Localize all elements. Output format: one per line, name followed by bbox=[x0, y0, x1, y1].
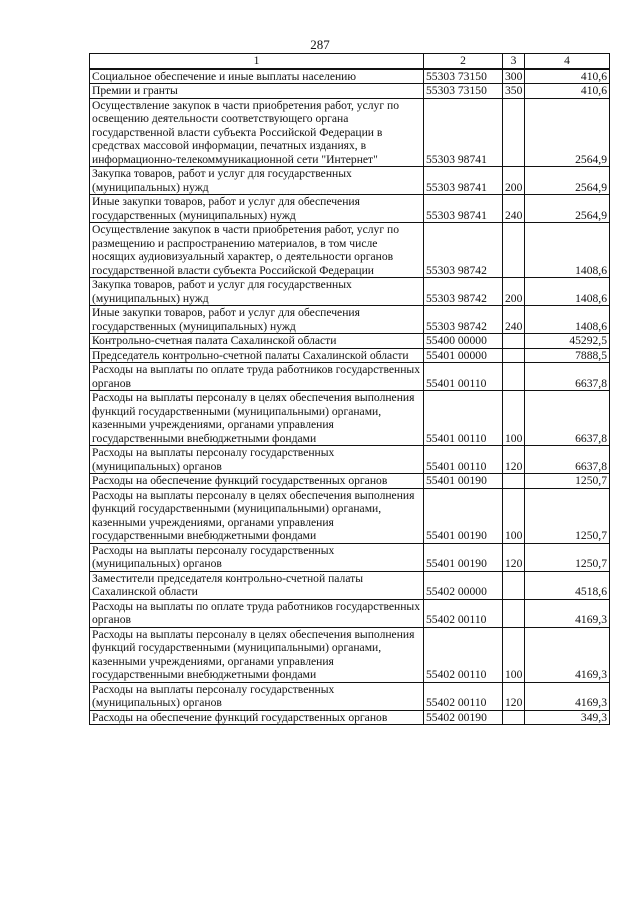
table-row bbox=[90, 84, 610, 99]
row-code: 55303 98742 bbox=[424, 278, 503, 306]
row-name: Расходы на выплаты персоналу в целях обеспечения выполнения функций государственными (муниципальными) органами, казенными учреждениями, органами управления государственными внебюджетными фондами bbox=[90, 488, 424, 543]
row-code: 55402 00110 bbox=[424, 599, 503, 627]
row-name: Расходы на обеспечение функций государственных органов bbox=[90, 710, 424, 725]
row-kind: 100 bbox=[503, 391, 525, 446]
row-kind bbox=[503, 710, 525, 725]
row-code: 55402 00000 bbox=[424, 571, 503, 599]
row-name: Осуществление закупок в части приобретения работ, услуг по освещению деятельности соответствующего органа государственной власти субъекта Российской Федерации в средствах массовой информации, печатных изданиях, в информационно-телекоммуникационной сети "Интернет" bbox=[90, 98, 424, 167]
row-kind bbox=[503, 599, 525, 627]
row-kind: 200 bbox=[503, 167, 525, 195]
row-code: 55400 00000 bbox=[424, 334, 503, 349]
row-amount: 4169,3 bbox=[525, 627, 610, 682]
row-amount: 6637,8 bbox=[525, 391, 610, 446]
table-row bbox=[90, 571, 610, 599]
row-amount: 410,6 bbox=[525, 69, 610, 84]
row-name: Председатель контрольно-счетной палаты Сахалинской области bbox=[90, 348, 424, 363]
row-name: Осуществление закупок в части приобретения работ, услуг по размещению и распространению материалов, в том числе носящих аудиовизуальный характер, о деятельности органов государственной власти субъекта Российской Федерации bbox=[90, 223, 424, 278]
row-name: Расходы на выплаты персоналу государственных (муниципальных) органов bbox=[90, 682, 424, 710]
table-row bbox=[90, 306, 610, 334]
row-code: 55303 73150 bbox=[424, 69, 503, 84]
row-amount: 1250,7 bbox=[525, 488, 610, 543]
table-row bbox=[90, 474, 610, 489]
row-amount: 1408,6 bbox=[525, 278, 610, 306]
table-row bbox=[90, 167, 610, 195]
table-row bbox=[90, 391, 610, 446]
row-code: 55401 00110 bbox=[424, 391, 503, 446]
row-code: 55402 00110 bbox=[424, 627, 503, 682]
row-amount: 7888,5 bbox=[525, 348, 610, 363]
row-amount: 4169,3 bbox=[525, 682, 610, 710]
header-col-name: 1 bbox=[90, 54, 424, 69]
table-row bbox=[90, 334, 610, 349]
row-name: Заместители председателя контрольно-счетной палаты Сахалинской области bbox=[90, 571, 424, 599]
row-amount: 6637,8 bbox=[525, 363, 610, 391]
table-row bbox=[90, 446, 610, 474]
table-row bbox=[90, 348, 610, 363]
table-row bbox=[90, 278, 610, 306]
row-name: Закупка товаров, работ и услуг для государственных (муниципальных) нужд bbox=[90, 167, 424, 195]
row-amount: 1250,7 bbox=[525, 543, 610, 571]
header-col-amount: 4 bbox=[525, 54, 610, 69]
row-kind: 200 bbox=[503, 278, 525, 306]
header-col-kind: 3 bbox=[503, 54, 525, 69]
row-kind bbox=[503, 98, 525, 167]
row-code: 55303 98741 bbox=[424, 167, 503, 195]
budget-table bbox=[89, 53, 610, 725]
row-kind: 120 bbox=[503, 543, 525, 571]
table-row bbox=[90, 195, 610, 223]
row-kind: 350 bbox=[503, 84, 525, 99]
table-row bbox=[90, 599, 610, 627]
page-number: 287 bbox=[310, 37, 330, 52]
row-name: Премии и гранты bbox=[90, 84, 424, 99]
header-col-code: 2 bbox=[424, 54, 503, 69]
row-name: Иные закупки товаров, работ и услуг для обеспечения государственных (муниципальных) нужд bbox=[90, 306, 424, 334]
header-row bbox=[90, 54, 610, 69]
row-code: 55401 00110 bbox=[424, 446, 503, 474]
row-code: 55401 00190 bbox=[424, 474, 503, 489]
row-name: Расходы на выплаты персоналу в целях обеспечения выполнения функций государственными (муниципальными) органами, казенными учреждениями, органами управления государственными внебюджетными фондами bbox=[90, 391, 424, 446]
row-code: 55401 00190 bbox=[424, 543, 503, 571]
row-code: 55401 00000 bbox=[424, 348, 503, 363]
table-row bbox=[90, 682, 610, 710]
row-amount: 2564,9 bbox=[525, 98, 610, 167]
row-amount: 6637,8 bbox=[525, 446, 610, 474]
row-code: 55303 98741 bbox=[424, 195, 503, 223]
row-name: Расходы на обеспечение функций государственных органов bbox=[90, 474, 424, 489]
row-name: Расходы на выплаты по оплате труда работников государственных органов bbox=[90, 363, 424, 391]
row-amount: 2564,9 bbox=[525, 167, 610, 195]
row-kind bbox=[503, 571, 525, 599]
table-row bbox=[90, 69, 610, 84]
table-row bbox=[90, 363, 610, 391]
table-row bbox=[90, 627, 610, 682]
row-amount: 2564,9 bbox=[525, 195, 610, 223]
row-kind bbox=[503, 348, 525, 363]
table-row bbox=[90, 488, 610, 543]
row-amount: 4169,3 bbox=[525, 599, 610, 627]
row-kind bbox=[503, 223, 525, 278]
row-code: 55401 00190 bbox=[424, 488, 503, 543]
table-row bbox=[90, 543, 610, 571]
row-amount: 1408,6 bbox=[525, 306, 610, 334]
row-code: 55303 98742 bbox=[424, 306, 503, 334]
row-name: Расходы на выплаты персоналу государственных (муниципальных) органов bbox=[90, 446, 424, 474]
row-code: 55401 00110 bbox=[424, 363, 503, 391]
row-code: 55303 98742 bbox=[424, 223, 503, 278]
row-name: Социальное обеспечение и иные выплаты населению bbox=[90, 69, 424, 84]
row-kind: 120 bbox=[503, 682, 525, 710]
row-name: Закупка товаров, работ и услуг для государственных (муниципальных) нужд bbox=[90, 278, 424, 306]
row-name: Расходы на выплаты персоналу в целях обеспечения выполнения функций государственными (муниципальными) органами, казенными учреждениями, органами управления государственными внебюджетными фондами bbox=[90, 627, 424, 682]
row-name: Иные закупки товаров, работ и услуг для обеспечения государственных (муниципальных) нужд bbox=[90, 195, 424, 223]
row-kind: 100 bbox=[503, 488, 525, 543]
table-row bbox=[90, 710, 610, 725]
row-kind: 100 bbox=[503, 627, 525, 682]
row-code: 55303 73150 bbox=[424, 84, 503, 99]
table-row bbox=[90, 223, 610, 278]
row-kind: 240 bbox=[503, 195, 525, 223]
row-amount: 4518,6 bbox=[525, 571, 610, 599]
row-kind bbox=[503, 334, 525, 349]
row-kind: 240 bbox=[503, 306, 525, 334]
row-amount: 1250,7 bbox=[525, 474, 610, 489]
row-amount: 349,3 bbox=[525, 710, 610, 725]
row-amount: 410,6 bbox=[525, 84, 610, 99]
row-name: Расходы на выплаты по оплате труда работников государственных органов bbox=[90, 599, 424, 627]
row-amount: 1408,6 bbox=[525, 223, 610, 278]
row-name: Расходы на выплаты персоналу государственных (муниципальных) органов bbox=[90, 543, 424, 571]
row-kind bbox=[503, 474, 525, 489]
row-kind: 120 bbox=[503, 446, 525, 474]
row-code: 55402 00190 bbox=[424, 710, 503, 725]
row-kind bbox=[503, 363, 525, 391]
row-code: 55402 00110 bbox=[424, 682, 503, 710]
row-name: Контрольно-счетная палата Сахалинской области bbox=[90, 334, 424, 349]
row-kind: 300 bbox=[503, 69, 525, 84]
row-amount: 45292,5 bbox=[525, 334, 610, 349]
table-body bbox=[90, 54, 610, 725]
table-row bbox=[90, 98, 610, 167]
row-code: 55303 98741 bbox=[424, 98, 503, 167]
